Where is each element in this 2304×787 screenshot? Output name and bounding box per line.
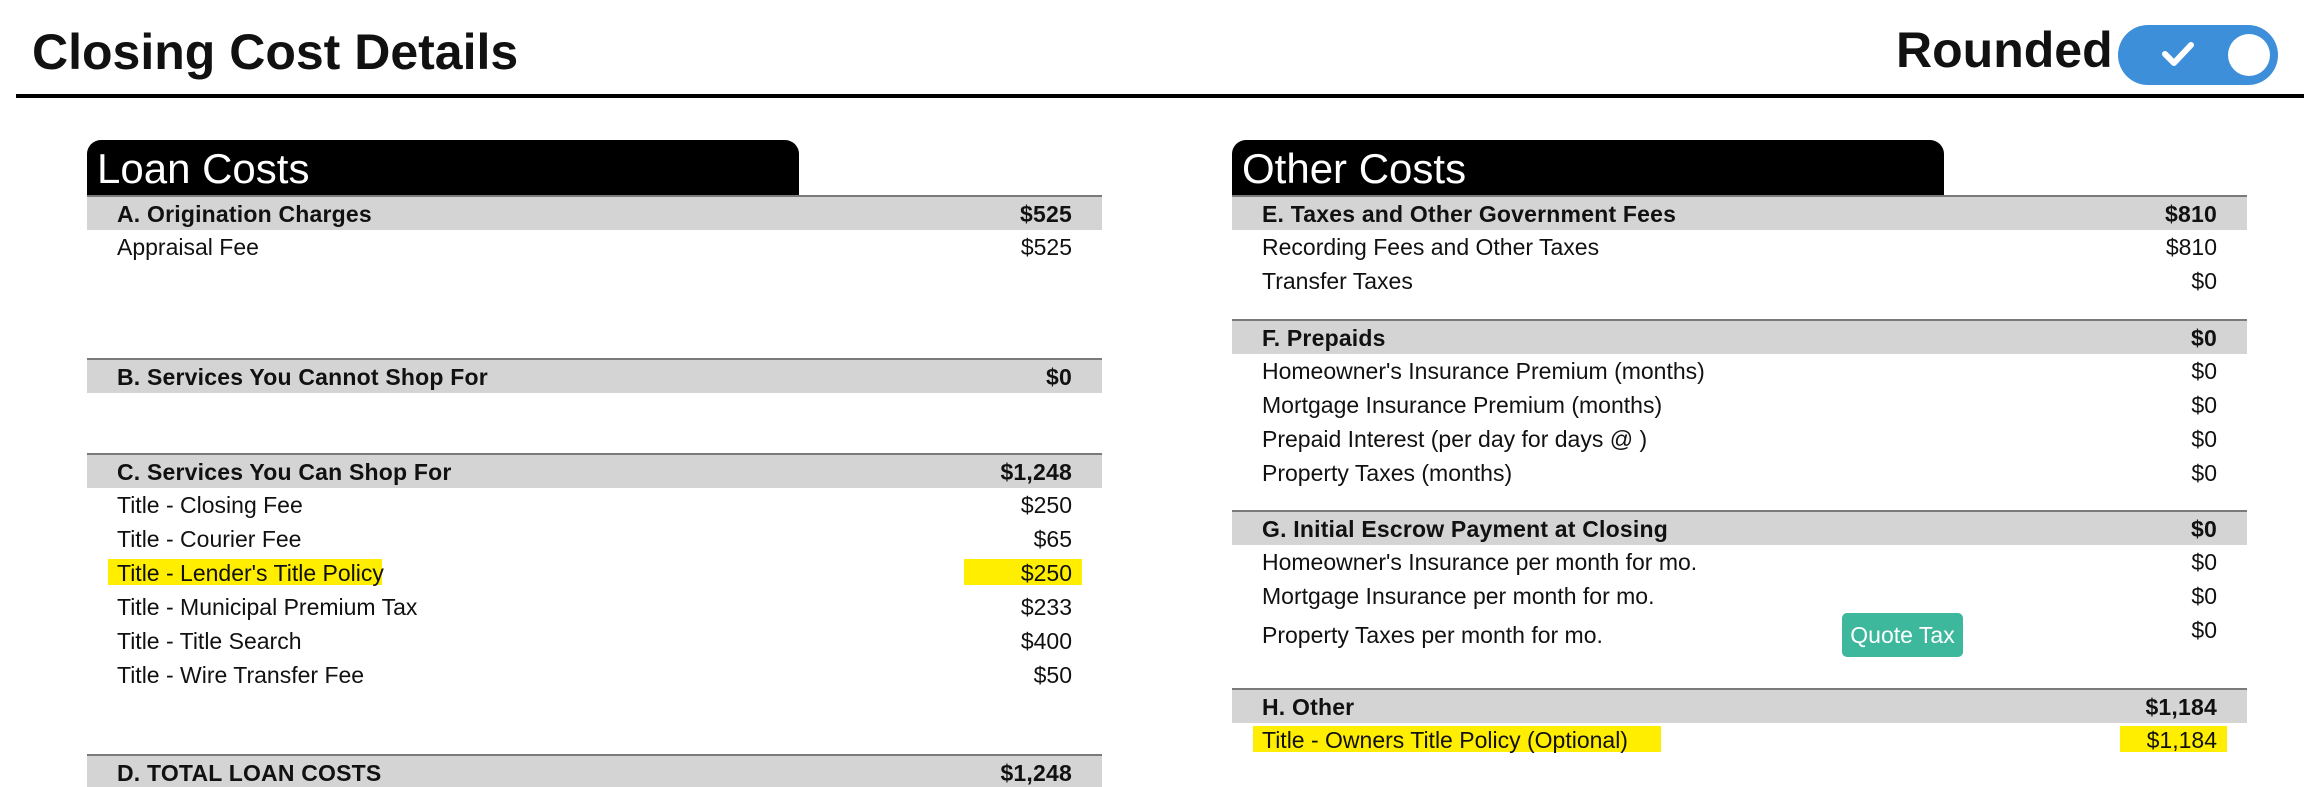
item-label: Appraisal Fee (117, 234, 259, 260)
list-item (1232, 579, 2247, 613)
item-amount: $1,184 (2146, 727, 2217, 753)
spacer (1232, 657, 2247, 688)
list-item (87, 658, 1102, 692)
section-amount: $0 (2191, 325, 2217, 351)
rounded-label: Rounded (1896, 22, 2113, 78)
list-item (1232, 230, 2247, 264)
item-amount: $50 (1033, 662, 1072, 688)
item-label: Mortgage Insurance per month for mo. (1262, 583, 1655, 609)
item-label: Recording Fees and Other Taxes (1262, 234, 1600, 260)
list-item (87, 488, 1102, 522)
list-item (1232, 545, 2247, 579)
section-c-header (87, 453, 1102, 488)
section-amount: $1,184 (2145, 694, 2217, 720)
spacer (87, 264, 1102, 358)
section-label: G. Initial Escrow Payment at Closing (1262, 516, 1668, 542)
item-label: Homeowner's Insurance Premium (months) (1262, 358, 1705, 384)
list-item (1232, 264, 2247, 298)
item-label: Homeowner's Insurance per month for mo. (1262, 549, 1698, 575)
item-amount: $0 (2191, 358, 2217, 384)
item-amount: $250 (1020, 560, 1072, 586)
item-label: Title - Owners Title Policy (Optional) (1262, 727, 1628, 753)
list-item (87, 590, 1102, 624)
item-label: Title - Municipal Premium Tax (117, 594, 418, 620)
spacer (87, 692, 1102, 754)
item-label: Title - Closing Fee (117, 492, 303, 518)
item-label: Transfer Taxes (1262, 268, 1413, 294)
list-item (1232, 388, 2247, 422)
other-costs-tab: Other Costs (1232, 140, 1944, 195)
item-amount: $233 (1020, 594, 1072, 620)
item-label: Title - Title Search (117, 628, 302, 654)
section-label: B. Services You Cannot Shop For (117, 364, 488, 390)
item-amount: $0 (2191, 268, 2217, 294)
spacer (1232, 490, 2247, 510)
item-label: Title - Lender's Title Policy (117, 560, 384, 586)
spacer (1232, 298, 2247, 319)
loan-costs-panel (87, 140, 1102, 787)
item-amount: $0 (2191, 583, 2217, 609)
list-item-highlighted (87, 556, 1102, 590)
spacer (87, 393, 1102, 453)
quote-tax-button[interactable]: Quote Tax (1842, 613, 1963, 657)
list-item (1232, 354, 2247, 388)
item-label: Title - Courier Fee (117, 526, 302, 552)
list-item (1232, 613, 2247, 657)
list-item (87, 624, 1102, 658)
item-label: Mortgage Insurance Premium (months) (1262, 392, 1663, 418)
item-label: Property Taxes (months) (1262, 460, 1513, 486)
section-amount: $0 (2191, 516, 2217, 542)
item-amount: $400 (1020, 628, 1072, 654)
section-amount: $1,248 (1000, 760, 1072, 786)
section-a-header (87, 195, 1102, 230)
section-label: E. Taxes and Other Government Fees (1262, 201, 1677, 227)
toggle-knob (2228, 34, 2270, 76)
item-amount: $0 (2191, 549, 2217, 575)
item-label: Prepaid Interest (per day for days @ ) (1262, 426, 1648, 452)
list-item (87, 230, 1102, 264)
section-label: C. Services You Can Shop For (117, 459, 452, 485)
item-amount: $65 (1033, 526, 1072, 552)
check-icon (2160, 38, 2196, 70)
section-e-header (1232, 195, 2247, 230)
item-amount: $0 (2191, 426, 2217, 452)
section-label: D. TOTAL LOAN COSTS (117, 760, 382, 786)
section-h-header (1232, 688, 2247, 723)
section-amount: $525 (1020, 201, 1072, 227)
item-amount: $810 (2165, 234, 2217, 260)
section-amount: $0 (1046, 364, 1072, 390)
item-amount: $525 (1020, 234, 1072, 260)
item-label: Property Taxes per month for mo. (1262, 622, 1603, 648)
page-title: Closing Cost Details (32, 24, 519, 80)
section-amount: $1,248 (1000, 459, 1072, 485)
list-item (1232, 456, 2247, 490)
other-costs-panel (1232, 140, 2247, 757)
list-item (87, 522, 1102, 556)
section-g-header (1232, 510, 2247, 545)
rounded-toggle[interactable] (2118, 25, 2278, 85)
section-label: F. Prepaids (1262, 325, 1386, 351)
item-label: Title - Wire Transfer Fee (117, 662, 365, 688)
section-d-header (87, 754, 1102, 787)
list-item-highlighted (1232, 723, 2247, 757)
section-amount: $810 (2165, 201, 2217, 227)
loan-costs-tab: Loan Costs (87, 140, 799, 195)
item-amount: $0 (2191, 460, 2217, 486)
item-amount: $250 (1020, 492, 1072, 518)
section-b-header (87, 358, 1102, 393)
list-item (1232, 422, 2247, 456)
section-label: H. Other (1262, 694, 1355, 720)
section-label: A. Origination Charges (117, 201, 372, 227)
item-amount: $0 (2191, 392, 2217, 418)
section-f-header (1232, 319, 2247, 354)
item-amount: $0 (2191, 617, 2217, 643)
